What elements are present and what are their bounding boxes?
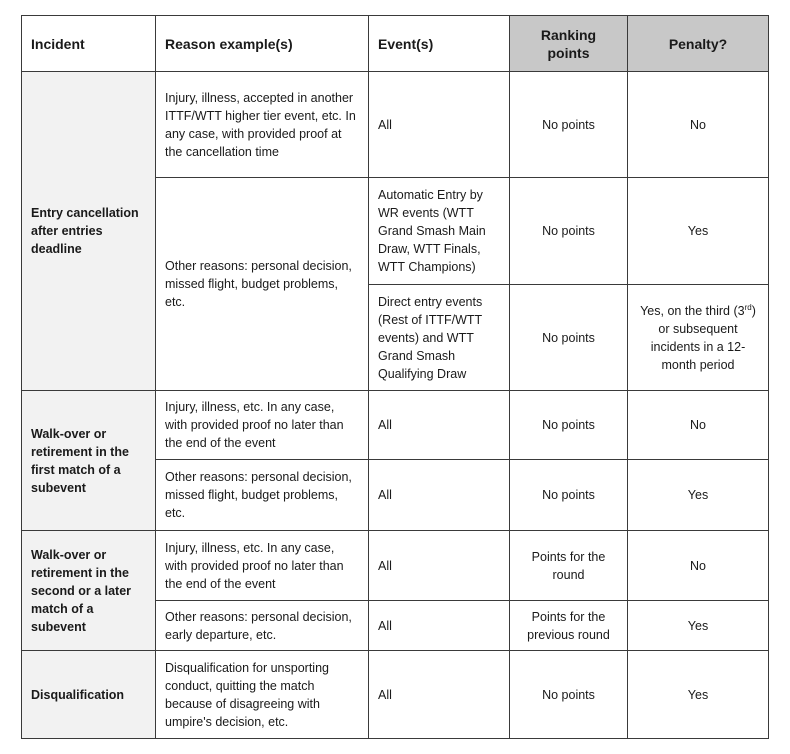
events-cell: Automatic Entry by WR events (WTT Grand Smash Main Draw, WTT Finals, WTT Champions) [369, 178, 510, 285]
incident-cell: Walk-over or retirement in the second or a later match of a subevent [22, 531, 156, 651]
penalty-cell: No [628, 391, 769, 460]
incident-cell: Entry cancellation after entries deadline [22, 72, 156, 391]
ranking-points-cell: No points [510, 285, 628, 391]
reason-cell: Injury, illness, accepted in another ITTF/WTT higher tier event, etc. In any case, with provided proof at the cancellation time [156, 72, 369, 178]
events-cell: All [369, 391, 510, 460]
ranking-points-cell: No points [510, 72, 628, 178]
incident-cell: Walk-over or retirement in the first match of a subevent [22, 391, 156, 531]
incident-cell: Disqualification [22, 651, 156, 739]
penalty-cell: No [628, 72, 769, 178]
ordinal-suffix: rd [744, 302, 752, 312]
events-cell: All [369, 531, 510, 601]
header-reason: Reason example(s) [156, 16, 369, 72]
ranking-points-cell: No points [510, 391, 628, 460]
penalty-text-start: Yes, on the third (3 [640, 303, 745, 318]
reason-cell: Other reasons: personal decision, missed flight, budget problems, etc. [156, 178, 369, 391]
events-cell: Direct entry events (Rest of ITTF/WTT events) and WTT Grand Smash Qualifying Draw [369, 285, 510, 391]
reason-cell: Injury, illness, etc. In any case, with provided proof no later than the end of the event [156, 391, 369, 460]
ranking-points-cell: Points for the round [510, 531, 628, 601]
ranking-points-cell: No points [510, 651, 628, 739]
ranking-points-cell: No points [510, 178, 628, 285]
events-cell: All [369, 651, 510, 739]
header-events: Event(s) [369, 16, 510, 72]
penalty-cell [628, 285, 769, 391]
penalty-cell: Yes [628, 460, 769, 531]
penalty-cell: Yes [628, 651, 769, 739]
reason-cell: Other reasons: personal decision, missed flight, budget problems, etc. [156, 460, 369, 531]
events-cell: All [369, 601, 510, 651]
penalty-cell: No [628, 531, 769, 601]
header-penalty: Penalty? [628, 16, 769, 72]
penalty-cell: Yes [628, 178, 769, 285]
header-ranking-points: Ranking points [510, 16, 628, 72]
table-row [22, 651, 769, 739]
table-row [22, 531, 769, 601]
penalty-text-end: ) or subsequent incidents in a 12-month period [650, 303, 756, 372]
ranking-points-cell: No points [510, 460, 628, 531]
reason-cell: Injury, illness, etc. In any case, with provided proof no later than the end of the event [156, 531, 369, 601]
events-cell: All [369, 460, 510, 531]
table-row [22, 72, 769, 178]
header-incident: Incident [22, 16, 156, 72]
penalty-cell: Yes [628, 601, 769, 651]
penalty-rules-table [21, 15, 769, 739]
table-row [22, 391, 769, 460]
events-cell: All [369, 72, 510, 178]
header-row [22, 16, 769, 72]
reason-cell: Disqualification for unsporting conduct, quitting the match because of disagreeing with umpire's decision, etc. [156, 651, 369, 739]
reason-cell: Other reasons: personal decision, early departure, etc. [156, 601, 369, 651]
ranking-points-cell: Points for the previous round [510, 601, 628, 651]
